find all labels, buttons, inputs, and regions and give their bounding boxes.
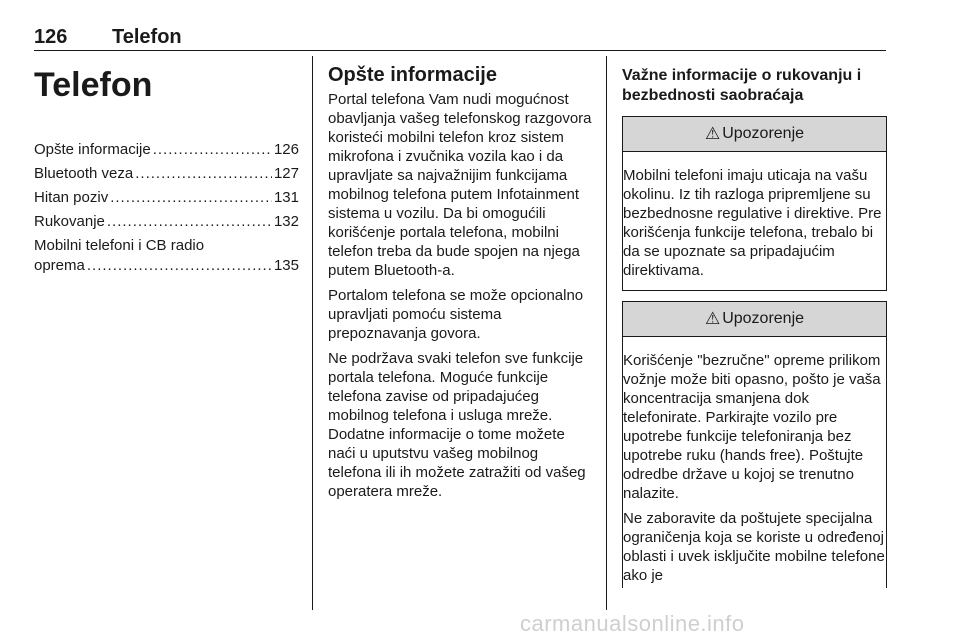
body-paragraph: Portalom telefona se može opcionalno upravljati pomoću sistema prepoznavanja govora.	[328, 287, 584, 342]
warning-label: Upozorenje	[722, 310, 805, 327]
toc-entry[interactable]	[34, 188, 299, 208]
toc-entry[interactable]	[34, 164, 299, 184]
toc-page: 126	[273, 141, 299, 158]
warning-body	[623, 337, 886, 595]
toc-entry[interactable]	[34, 212, 299, 232]
toc-leader	[135, 164, 272, 184]
column-divider-left	[312, 56, 313, 610]
body-paragraph: Ne podržava svaki telefon sve funkcije portala telefona. Moguće funkcije telefona zavise od pripadajućeg mobilnog telefona i usluga mreže. Dodatne informacije o tome možete naći u uputstvu vašeg mobilnog telefona ili ih možete zatražiti od vašeg operatera mreže.	[328, 350, 586, 500]
warning-body	[623, 152, 886, 290]
warning-triangle-icon: ⚠	[704, 124, 721, 143]
chapter-title: Telefon	[112, 26, 182, 48]
toc-label: Opšte informacije	[34, 141, 151, 158]
column-divider-right	[606, 56, 607, 610]
warning-label: Upozorenje	[722, 125, 805, 142]
warning-triangle-icon: ⚠	[704, 309, 721, 328]
toc-entry[interactable]	[34, 140, 299, 160]
toc-leader	[87, 256, 272, 276]
toc-leader	[153, 140, 272, 160]
warning-box	[622, 116, 887, 291]
toc-label-line2: oprema	[34, 257, 85, 274]
toc-page: 131	[273, 189, 299, 206]
toc-label-line1: Mobilni telefoni i CB radio	[34, 237, 205, 254]
section-heading: Opšte informacije	[328, 64, 497, 86]
warning-text: Mobilni telefoni imaju uticaja na vašu okolinu. Iz tih razloga pripremljene su bezbednosne regulative i direktive. Pre korišćenja funkcije telefona, trebalo bi da se upoznate sa pripadajućim direktivama.	[623, 167, 882, 279]
warning-box	[622, 301, 887, 588]
body-paragraph: Portal telefona Vam nudi mogućnost obavljanja vašeg telefonskog razgovora koristeći mobilni telefon kroz sistem mikrofona i zvučnika vozila kao i da upravljate sa najvažnijim funkcijama mobilnog telefona putem Infotainment sistema u vozilu. Da bi omogućili korišćenje portala telefona, mobilni telefon treba da bude spojen na njega putem Bluetooth-a.	[328, 91, 592, 279]
page-number: 126	[34, 26, 68, 48]
section-heading: Važne informacije o rukovanju i bezbednosti saobraćaja	[622, 67, 862, 104]
toc-page: 132	[273, 213, 299, 230]
toc-label: Hitan poziv	[34, 189, 109, 206]
warning-header	[623, 302, 886, 337]
page-header	[34, 26, 886, 52]
toc-label: Bluetooth veza	[34, 165, 134, 182]
toc-label: Rukovanje	[34, 213, 105, 230]
toc-leader	[110, 188, 272, 208]
watermark: carmanualsonline.info	[520, 611, 745, 636]
left-column	[34, 56, 299, 280]
warning-text: Ne zaboravite da poštujete specijalna ograničenja koja se koriste u određenoj oblasti i uvek isključite mobilne telefone ako je	[623, 510, 885, 584]
toc-leader	[107, 212, 272, 232]
warning-text: Korišćenje "bezručne" opreme prilikom vožnje može biti opasno, pošto je vaša koncentracija smanjena dok telefonirate. Parkirajte vozilo pre upotrebe funkcije telefoniranja bez upotrebe ruku (hands free). Poštujte odredbe države u kojoj se trenutno nalazite.	[623, 352, 881, 502]
warning-header	[623, 117, 886, 152]
chapter-heading: Telefon	[34, 66, 153, 104]
toc-entry-multiline[interactable]	[34, 236, 299, 276]
header-rule	[34, 50, 886, 51]
toc-page: 127	[273, 165, 299, 182]
toc-page: 135	[273, 257, 299, 274]
right-column	[622, 56, 887, 588]
table-of-contents	[34, 140, 299, 276]
middle-column	[328, 56, 593, 507]
